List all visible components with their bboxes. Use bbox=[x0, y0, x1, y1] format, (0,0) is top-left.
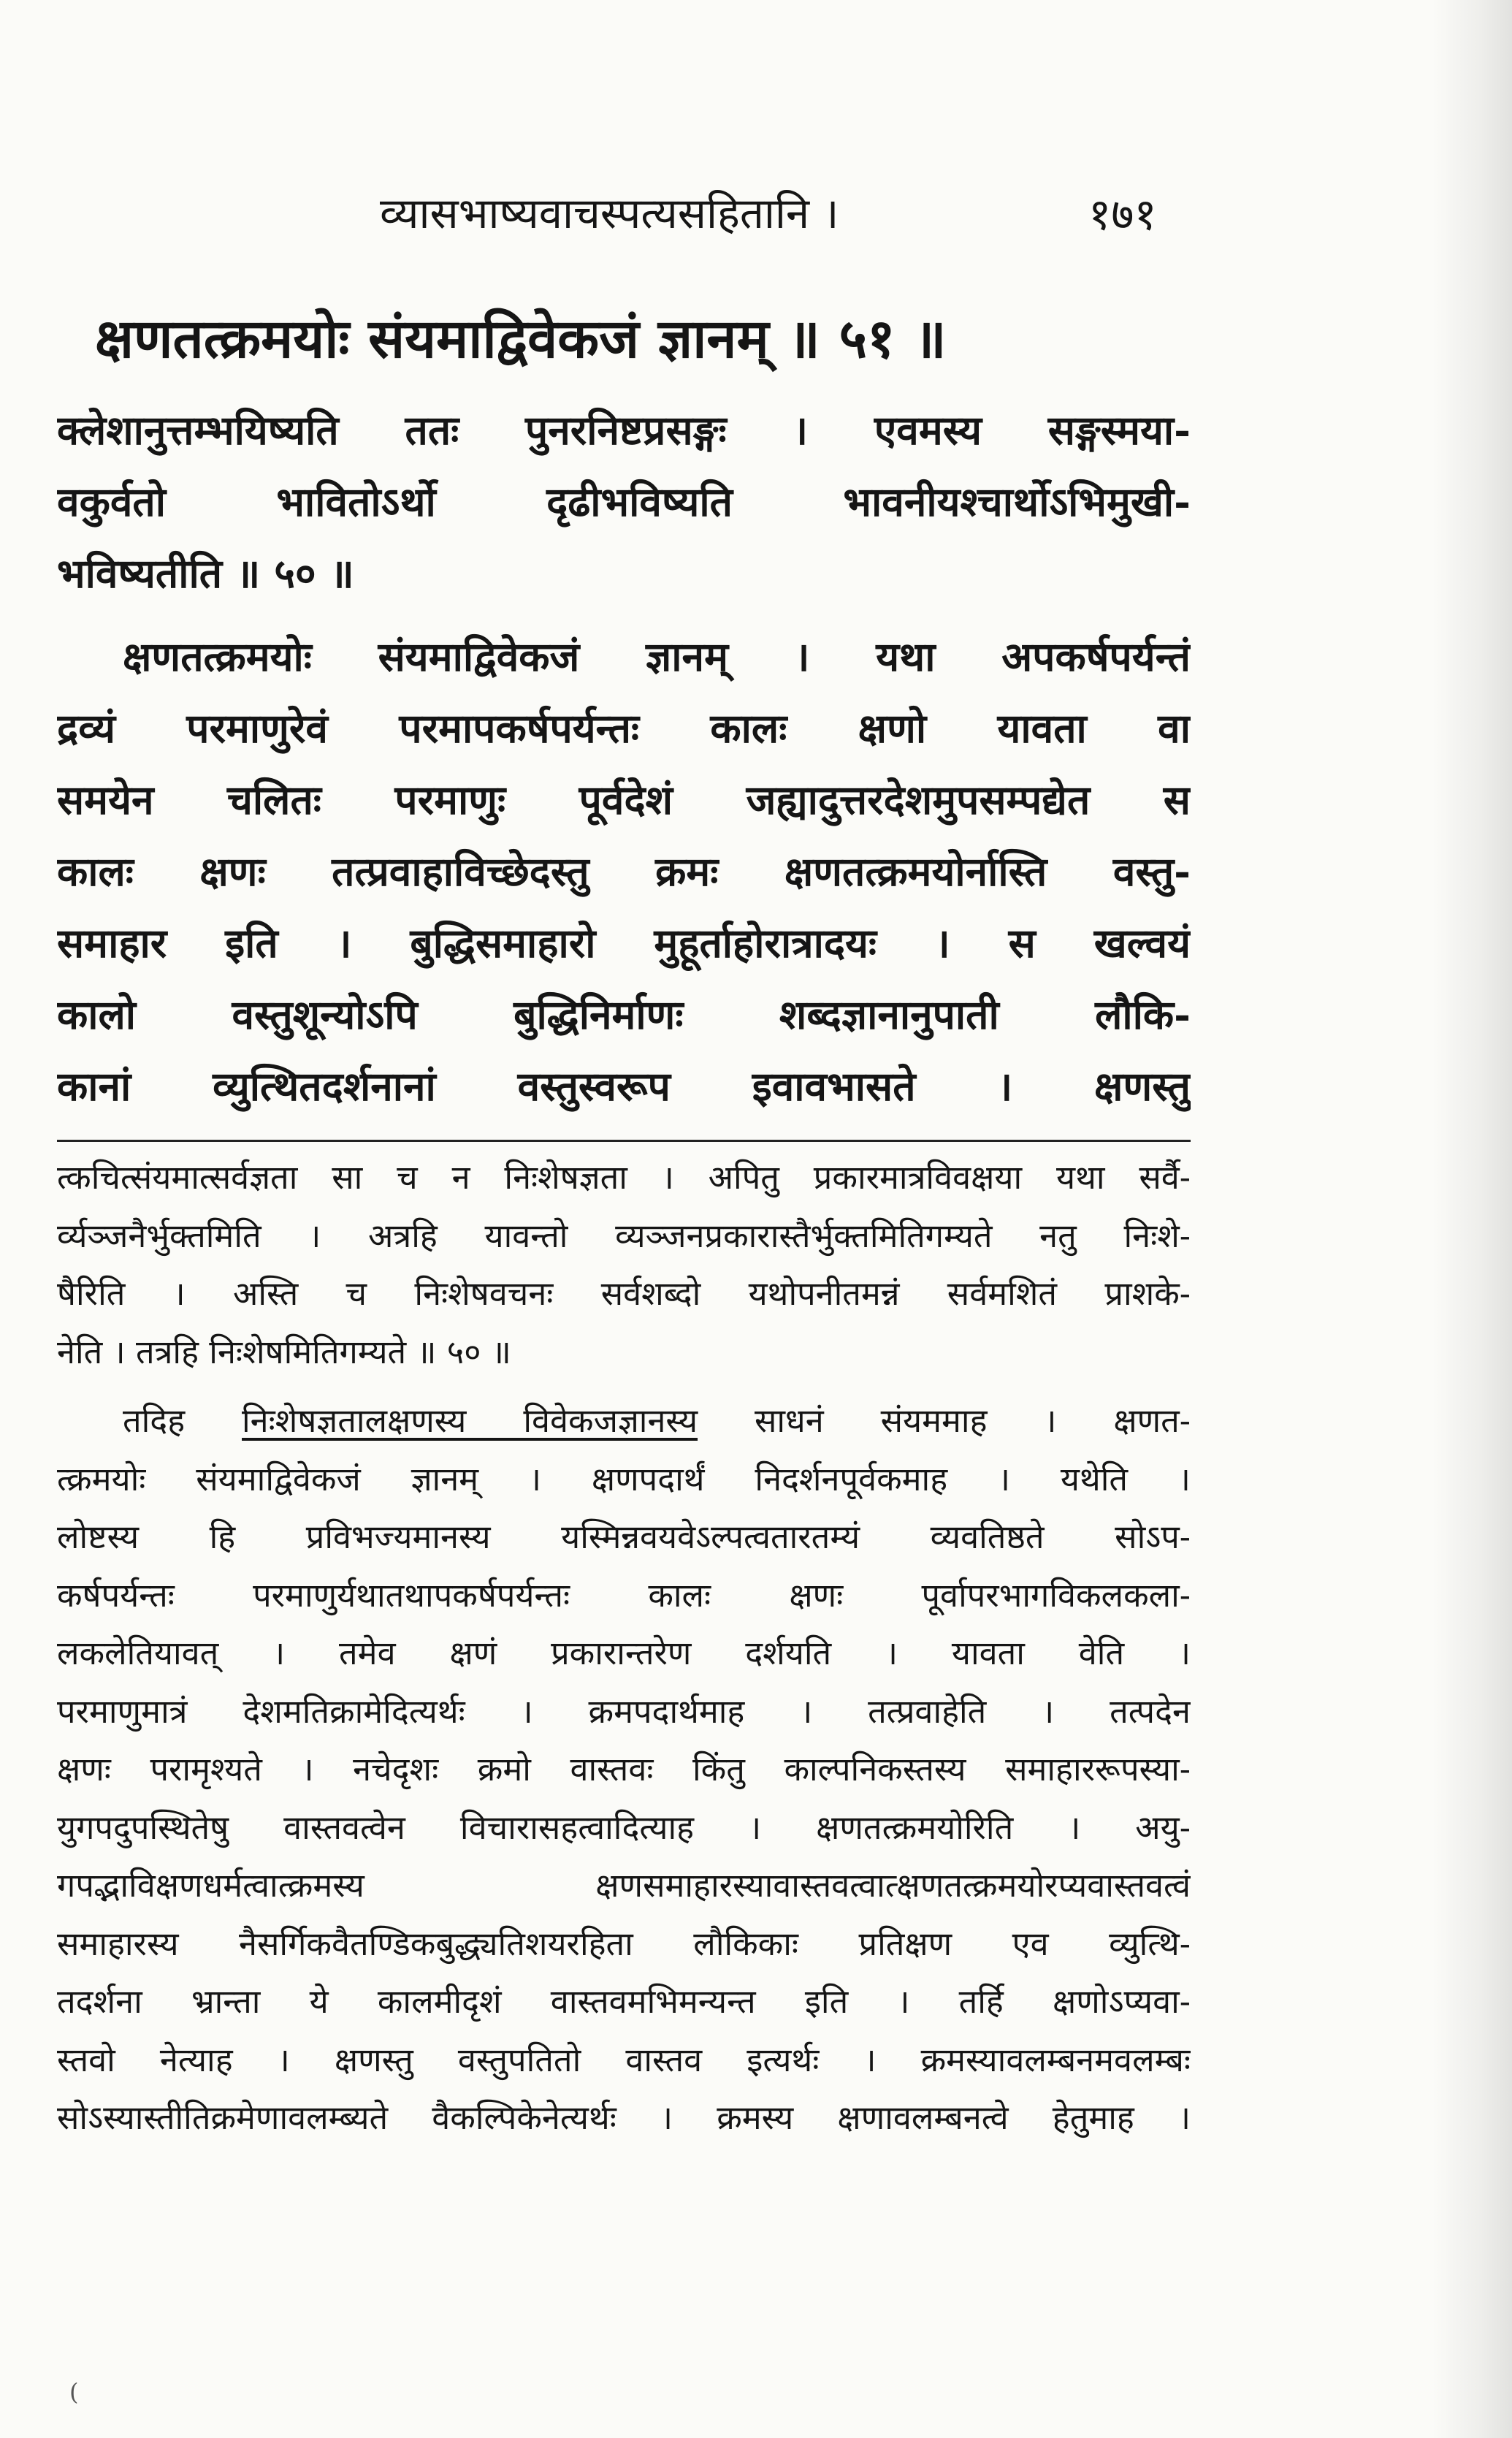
bhashya-text bbox=[57, 621, 1191, 1122]
text-line: कर्षपर्यन्तः परमाणुर्यथातथापकर्षपर्यन्तः कालः क्षणः पूर्वापरभागविकलकला- bbox=[57, 1575, 1191, 1615]
text-line: गपद्भाविक्षणधर्मत्वात्क्रमस्य क्षणसमाहारस्यावास्तवत्वात्क्षणतत्क्रमयोरप्यवास्तवत्वं bbox=[57, 1866, 1191, 1905]
section-divider bbox=[57, 1140, 1191, 1142]
bhashya-continuation bbox=[57, 395, 1191, 609]
running-title: व्यासभाष्यवाचस्पत्यसहितानि । bbox=[380, 188, 839, 238]
tika-rest: साधनं संयममाह । क्षणत- bbox=[698, 1401, 1191, 1440]
text-line: कानां व्युत्थितदर्शनानां वस्तुस्वरूप इवावभासते । क्षणस्तु bbox=[57, 1062, 1191, 1110]
text-line: कालो वस्तुशून्योऽपि बुद्धिनिर्माणः शब्दज्ञानानुपाती लौकि- bbox=[57, 991, 1191, 1038]
text-line: तदर्शना भ्रान्ता ये कालमीदृशं वास्तवमभिमन्यन्त इति । तर्हि क्षणोऽप्यवा- bbox=[57, 1982, 1191, 2021]
underlined-phrase: निःशेषज्ञतालक्षणस्य विवेकजज्ञानस्य bbox=[242, 1401, 698, 1440]
text-line: भविष्यतीति ॥ ५० ॥ bbox=[57, 549, 354, 597]
tika-start: तदिह bbox=[123, 1401, 243, 1440]
text-line: लोष्टस्य हि प्रविभज्यमानस्य यस्मिन्नवयवेऽल्पत्वतारतम्यं व्यवतिष्ठते सोऽप- bbox=[57, 1517, 1191, 1556]
tika-text bbox=[57, 1392, 1191, 2147]
text-line: क्षणः परामृश्यते । नचेदृशः क्रमो वास्तवः किंतु काल्पनिकस्तस्य समाहाररूपस्या- bbox=[57, 1750, 1191, 1788]
text-line: र्व्यञ्जनैर्भुक्तमिति । अत्रहि यावन्तो व्यञ्जनप्रकारास्तैर्भुक्तमितिगम्यते नतु निःशे- bbox=[57, 1216, 1191, 1255]
page-number: १७१ bbox=[1088, 189, 1157, 240]
scan-shadow-edge bbox=[1432, 0, 1512, 2438]
text-line: क्षणतत्क्रमयोः संयमाद्विवेकजं ज्ञानम् । यथा अपकर्षपर्यन्तं bbox=[123, 633, 1191, 680]
text-line: युगपदुपस्थितेषु वास्तवत्वेन विचारासहत्वादित्याह । क्षणतत्क्रमयोरिति । अयु- bbox=[57, 1807, 1191, 1847]
text-line: समाहारस्य नैसर्गिकवैतण्डिकबुद्ध्यतिशयरहिता लौकिकाः प्रतिक्षण एव व्युत्थि- bbox=[57, 1924, 1191, 1963]
text-line: द्रव्यं परमाणुरेवं परमापकर्षपर्यन्तः कालः क्षणो यावता वा bbox=[57, 704, 1191, 752]
text-line: त्कचित्संयमात्सर्वज्ञता सा च न निःशेषज्ञता । अपितु प्रकारमात्रविवक्षया यथा सर्वै- bbox=[57, 1158, 1191, 1197]
text-line: स्तवो नेत्याह । क्षणस्तु वस्तुपतितो वास्तव इत्यर्थः । क्रमस्यावलम्बनमवलम्बः bbox=[57, 2040, 1191, 2079]
text-line: त्क्रमयोः संयमाद्विवेकजं ज्ञानम् । क्षणपदार्थं निदर्शनपूर्वकमाह । यथेति । bbox=[57, 1459, 1191, 1498]
text-line: कालः क्षणः तत्प्रवाहाविच्छेदस्तु क्रमः क्षणतत्क्रमयोर्नास्ति वस्तु- bbox=[57, 847, 1191, 895]
sutra-heading: क्षणतत्क्रमयोः संयमाद्विवेकजं ज्ञानम् ॥ ५१ ॥ bbox=[95, 308, 947, 370]
text-line: वकुर्वतो भावितोऽर्थो दृढीभविष्यति भावनीयश्चार्थोऽभिमुखी- bbox=[57, 478, 1191, 525]
tika-continuation bbox=[57, 1148, 1191, 1381]
text-line: लकलेतियावत् । तमेव क्षणं प्रकारान्तरेण दर्शयति । यावता वेति । bbox=[57, 1634, 1191, 1672]
text-line: परमाणुमात्रं देशमतिक्रामेदित्यर्थः । क्रमपदार्थमाह । तत्प्रवाहेति । तत्पदेन bbox=[57, 1691, 1191, 1731]
stray-mark: ( bbox=[69, 2378, 79, 2406]
text-line: सोऽस्यास्तीतिक्रमेणावलम्ब्यते वैकल्पिकेनेत्यर्थः । क्रमस्य क्षणावलम्बनत्वे हेतुमाह । bbox=[57, 2098, 1191, 2137]
text-line: समयेन चलितः परमाणुः पूर्वदेशं जह्यादुत्तरदेशमुपसम्पद्येत स bbox=[57, 776, 1191, 823]
text-line: समाहार इति । बुद्धिसमाहारो मुहूर्ताहोरात्रादयः । स खल्वयं bbox=[57, 919, 1191, 967]
text-line: नेति । तत्रहि निःशेषमितिगम्यते ॥ ५० ॥ bbox=[57, 1332, 511, 1371]
text-line bbox=[57, 1392, 1191, 1450]
text-line: षैरिति । अस्ति च निःशेषवचनः सर्वशब्दो यथोपनीतमन्नं सर्वमशितं प्राशके- bbox=[57, 1274, 1191, 1313]
text-line: क्लेशानुत्तम्भयिष्यति ततः पुनरनिष्टप्रसङ्गः । एवमस्य सङ्गस्मया- bbox=[57, 406, 1191, 454]
